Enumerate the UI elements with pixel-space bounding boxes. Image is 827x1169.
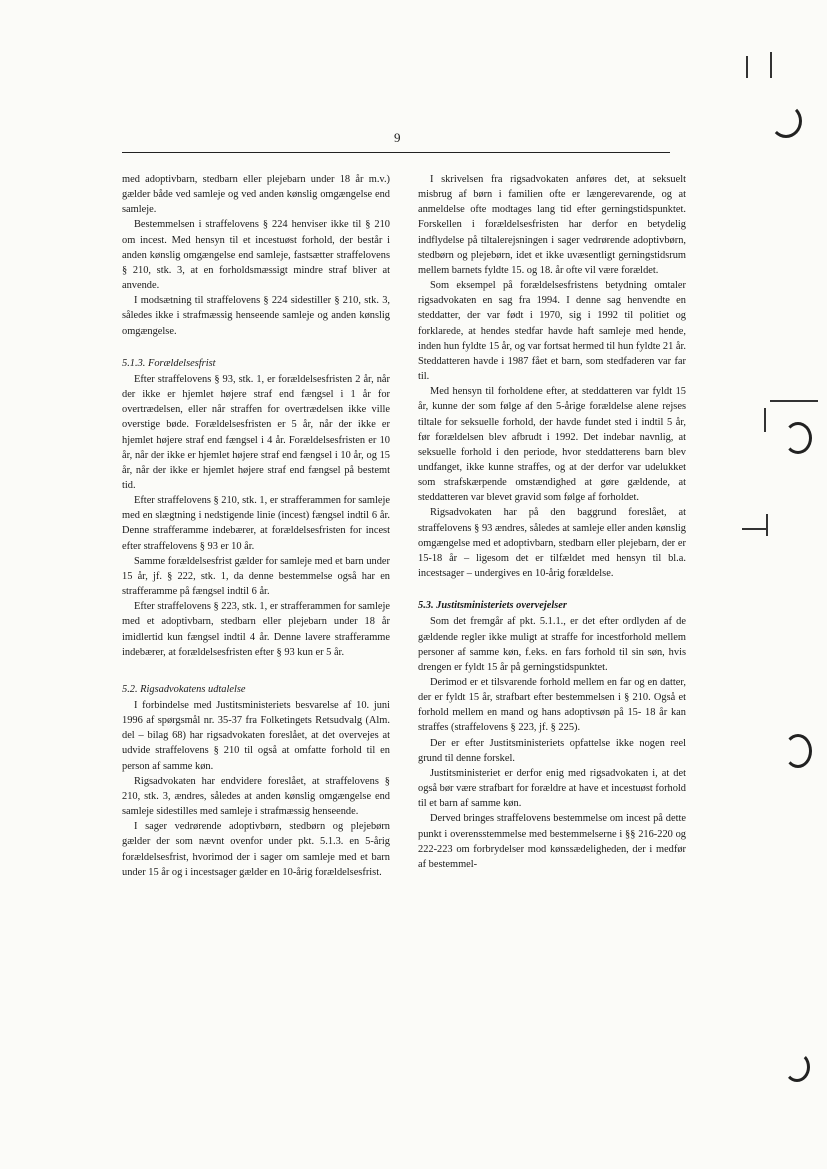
binder-hole-mark — [784, 734, 812, 768]
binder-hole-mark — [784, 1052, 810, 1082]
paragraph: I forbindelse med Justitsministeriets besvarelse af 10. juni 1996 af spørgsmål nr. 35-37 fra Folketingets Retsudvalg (Alm. del – bilag 68) har rigsadvokaten foreslået, at det overvejes at udvide straffelovens § 210 til også at omfatte forhold til en person af samme køn. — [122, 700, 390, 772]
paragraph: Derved bringes straffelovens bestemmelse om incest på dette punkt i overensstemmelse med bestemmelserne i §§ 216-220 og 222-223 om forbrydelser mod kønssædeligheden, der i medfør af bestemmel- — [418, 813, 686, 870]
paragraph: med adoptivbarn, stedbarn eller plejebarn under 18 år m.v.) gælder både ved samleje og ved anden kønslig omgængelse end samleje. — [122, 174, 390, 216]
paragraph: Rigsadvokaten har på den baggrund foreslået, at straffelovens § 93 ændres, således at samleje eller anden kønslig omgængelse med et adoptivbarn, stedbarn eller plejebarn, der er 15-18 år – ligesom det er tilfældet med hensyn til bl.a. incestsager – undergives en 10-årig forældelse. — [418, 507, 686, 580]
paragraph: Derimod er et tilsvarende forhold mellem en far og en datter, der er fyldt 15 år, strafbart efter bestemmelsen i § 210. Også et forhold mellem en mand og hans adoptivsøn på 15- 18 år kan straffes (straffelovens § 223, jf. § 225). — [418, 677, 686, 734]
scan-mark — [766, 514, 768, 536]
scan-mark — [746, 56, 748, 78]
header-rule — [122, 152, 670, 153]
scan-mark — [742, 528, 766, 530]
section-heading: 5.1.3. Forældelsesfrist — [122, 357, 216, 369]
scan-mark — [770, 52, 772, 78]
paragraph: I sager vedrørende adoptivbørn, stedbørn og plejebørn gælder der som nævnt ovenfor under pkt. 5.1.3. en 5-årig forældelsesfrist, hvorimod der i sager om samleje med et barn under 15 år og i incestsager gælder en 10-årig forældelsesfrist. — [122, 821, 390, 878]
right-column — [418, 172, 686, 872]
paragraph: I modsætning til straffelovens § 224 sidestiller § 210, stk. 3, således ikke i strafmæssig henseende samleje og anden kønslig omgængelse. — [122, 295, 390, 337]
paragraph: Som det fremgår af pkt. 5.1.1., er det efter ordlyden af de gældende regler ikke muligt at straffe for incestforhold mellem personer af samme køn, f.eks. en fars forhold til sin søn, hvis drengen er fyldt 15 år på gerningstidspunktet. — [418, 616, 686, 673]
paragraph: Efter straffelovens § 223, stk. 1, er strafferammen for samleje med et adoptivbarn, stedbarn eller plejebarn under 18 år imidlertid kun fængsel indtil 4 år. Denne lavere strafferamme indebærer, at forældelsesfristen efter § 93 kun er 5 år. — [122, 601, 390, 658]
scan-mark — [764, 408, 766, 432]
paragraph: Samme forældelsesfrist gælder for samleje med et barn under 15 år, jf. § 222, stk. 1, da denne bestemmelse også har en strafferamme på fængsel indtil 6 år. — [122, 555, 390, 598]
left-column — [122, 172, 390, 880]
page-number: 9 — [394, 130, 401, 145]
paragraph: Efter straffelovens § 210, stk. 1, er strafferammen for samleje med en slægtning i nedstigende linie (incest) fængsel indtil 6 år. Denne strafferamme indebærer, at forældelsesfristen for incest efter straffelovens § 93 er 10 år. — [122, 495, 390, 552]
paragraph: Der er efter Justitsministeriets opfattelse ikke nogen reel grund til denne forskel. — [418, 737, 686, 764]
paragraph: I skrivelsen fra rigsadvokaten anføres det, at seksuelt misbrug af børn i familien ofte er længerevarende, og at anmeldelse ofte modtages lang tid efter gerningstidspunktet. Forskellen i forældelsesfristen har derfor en betydelig indflydelse på tiltalerejsningen i sager vedrørende adoptivbørn, stedbørn og plejebørn, idet et ikke uvæsentligt gerningstidsrum mellem barnets fyldte 15. og 18. år ofte vil være forældet. — [418, 174, 686, 276]
paragraph: Rigsadvokaten har endvidere foreslået, at straffelovens § 210, stk. 3, ændres, således at anden kønslig omgængelse end samleje sidestilles med samleje i strafmæssig henseende. — [122, 775, 390, 818]
scan-mark — [770, 400, 818, 402]
binder-hole-mark — [770, 104, 802, 138]
paragraph: Efter straffelovens § 93, stk. 1, er forældelsesfristen 2 år, når der ikke er hjemlet højere straf end fængsel i 1 år for overtrædelsen, eller når straffen for overtrædelsen ikke ville overstige bøde. Forældelsesfristen er 5 år, når der ikke er hjemlet højere straf end fængsel i 4 år. Forældelsesfristen er 10 år, når der ikke er hjemlet højere straf end fængsel i 10 år, og 15 år, når der ikke er hjemlet højere straf end fængsel på bestemt tid. — [122, 373, 390, 491]
section-heading: 5.3. Justitsministeriets overvejelser — [418, 600, 567, 612]
paragraph: Bestemmelsen i straffelovens § 224 henviser ikke til § 210 om incest. Med hensyn til et incestuøst forhold, der består i anden kønslig omgængelse end samleje, fastsætter straffelovens § 210, stk. 3, at en forholdsmæssigt mindre straf bliver at anvende. — [122, 219, 390, 292]
paragraph: Som eksempel på forældelsesfristens betydning omtaler rigsadvokaten en sag fra 1994. I denne sag henvendte en steddatter, der var født i 1970, sig i 1992 til politiet og forklarede, at hendes stedfar havde haft samleje med hende, inden hun fyldte 15 år, og var fortsat hermed til hun fyldte 21 år. Steddatteren havde i 1987 fået et barn, som stedfaderen var far til. — [418, 280, 686, 383]
paragraph: Justitsministeriet er derfor enig med rigsadvokaten i, at det også bør være strafbart for forældre at have et incestuøst forhold til et barn af samme køn. — [418, 767, 686, 810]
binder-hole-mark — [784, 422, 812, 454]
section-heading: 5.2. Rigsadvokatens udtalelse — [122, 683, 246, 695]
paragraph: Med hensyn til forholdene efter, at steddatteren var fyldt 15 år, kunne der som følge af den 5-årige forældelse alene rejses tiltale for seksuelle forhold, der havde fundet sted i indtil 5 år, før forældelsen blev afbrudt i 1992. Det indebar navnlig, at seksuelle forhold i den periode, hvor steddatterens barn blev undfanget, ikke kunne straffes, og at der derfor var udelukket som strafskærpende omstændighed at gøre gældende, at steddatteren var blevet gravid som følge af forholdet. — [418, 386, 686, 504]
